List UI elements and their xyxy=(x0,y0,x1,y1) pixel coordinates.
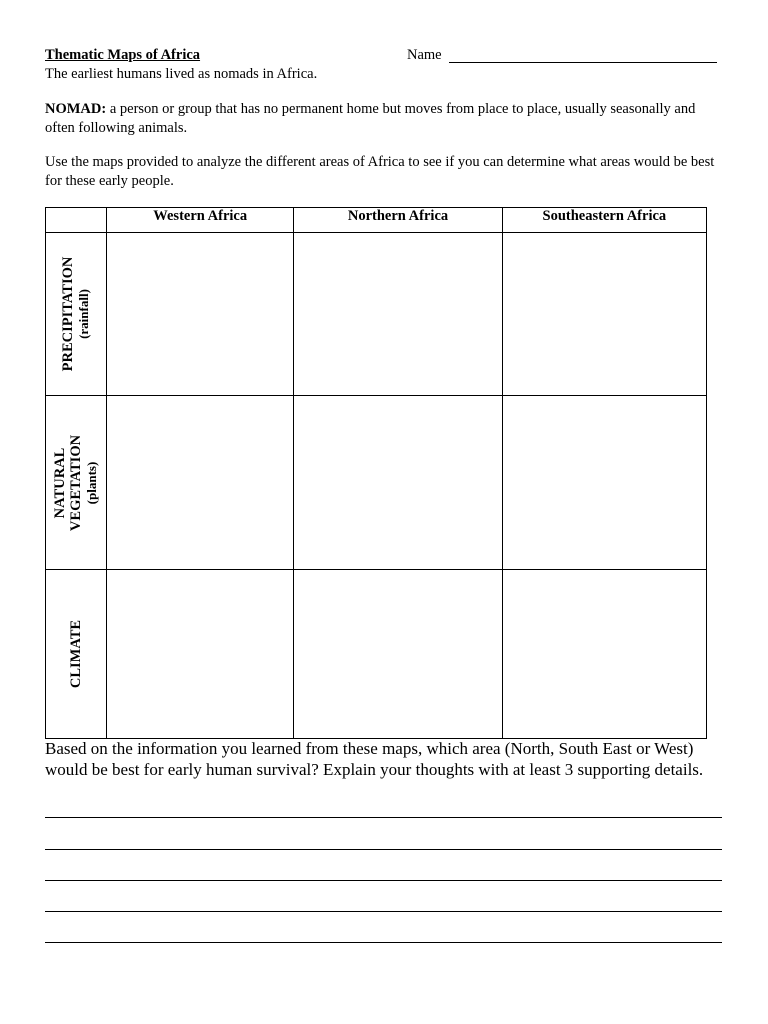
header xyxy=(45,47,725,65)
answer-line[interactable] xyxy=(45,911,722,912)
row-label: CLIMATE xyxy=(68,619,85,689)
cell-precipitation-southeastern[interactable] xyxy=(502,233,706,396)
question-prompt: Based on the information you learned from these maps, which area (North, South East or West) would be best for early human survival? Explain your thoughts with at least 3 supporting details. xyxy=(45,739,704,779)
name-label: Name xyxy=(407,47,442,63)
row-sublabel: (rainfall) xyxy=(76,289,92,339)
cell-precipitation-northern[interactable] xyxy=(294,233,502,396)
row-header-climate xyxy=(46,570,107,739)
nomad-definition xyxy=(45,100,725,137)
table-row-natural-vegetation xyxy=(46,396,707,570)
answer-line[interactable] xyxy=(45,817,722,818)
definition-term: NOMAD: xyxy=(45,101,107,117)
column-header-southeastern-africa: Southeastern Africa xyxy=(502,208,706,233)
answer-line[interactable] xyxy=(45,942,722,943)
definition-text: a person or group that has no permanent home but moves from place to place, usually seasonally and often following animals. xyxy=(45,101,696,136)
instructions-text: Use the maps provided to analyze the different areas of Africa to see if you can determine what areas would be best for these early people. xyxy=(45,154,715,189)
row-label: PRECIPITATION xyxy=(60,256,77,372)
row-sublabel: (plants) xyxy=(84,461,100,504)
cell-vegetation-southeastern[interactable] xyxy=(502,396,706,570)
row-label: NATURAL xyxy=(52,447,69,518)
answer-line[interactable] xyxy=(45,849,722,850)
cell-climate-western[interactable] xyxy=(107,570,294,739)
row-label-line2: VEGETATION xyxy=(68,434,85,531)
cell-climate-southeastern[interactable] xyxy=(502,570,706,739)
intro-text: The earliest humans lived as nomads in Africa. xyxy=(45,66,318,82)
corner-cell xyxy=(46,208,107,233)
cell-vegetation-northern[interactable] xyxy=(294,396,502,570)
cell-climate-northern[interactable] xyxy=(294,570,502,739)
name-field-line[interactable] xyxy=(449,62,717,63)
row-header-natural-vegetation xyxy=(46,396,107,570)
column-header-northern-africa: Northern Africa xyxy=(294,208,502,233)
answer-line[interactable] xyxy=(45,880,722,881)
table-row-precipitation xyxy=(46,233,707,396)
table-header-row xyxy=(46,208,707,233)
worksheet-title: Thematic Maps of Africa xyxy=(45,47,201,63)
analysis-table xyxy=(45,207,707,739)
table-row-climate xyxy=(46,570,707,739)
cell-vegetation-western[interactable] xyxy=(107,396,294,570)
column-header-western-africa: Western Africa xyxy=(107,208,294,233)
row-header-precipitation xyxy=(46,233,107,396)
cell-precipitation-western[interactable] xyxy=(107,233,294,396)
